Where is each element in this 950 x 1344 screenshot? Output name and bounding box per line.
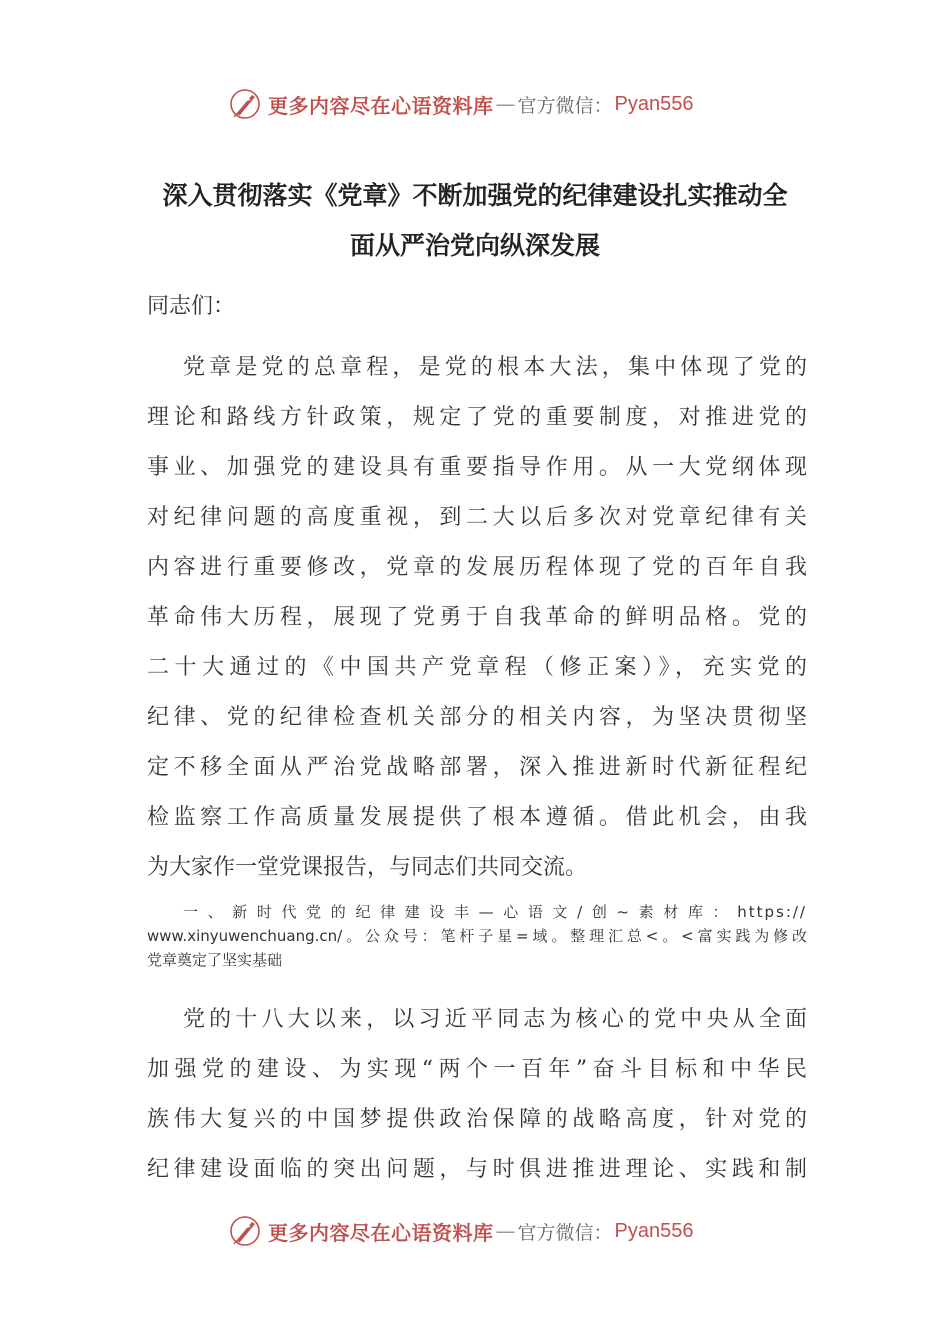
quill-pen-logo-icon [228, 1214, 262, 1248]
banner-dash: — [495, 92, 516, 116]
document-title-line-2: 面从严治党向纵深发展 [349, 231, 600, 260]
section-heading-line: www.xinyuwenchuang.cn/。公众号：笔杆子星=域。整理汇总<。<富实践为修改 [147, 927, 807, 945]
paragraph-line: 革命伟大历程，展现了党勇于自我革命的鲜明品格。党的 [147, 605, 807, 630]
section-heading-line: 一、新时代党的纪律建设丰—心语文/创~素材库：https:// [183, 903, 807, 921]
quill-pen-logo-icon [228, 87, 262, 121]
banner-wechat-label: 官方微信： [517, 1221, 613, 1244]
paragraph-line: 事业、加强党的建设具有重要指导作用。从一大党纲体现 [147, 455, 807, 480]
section-heading-line: 党章奠定了坚实基础 [147, 951, 283, 969]
paragraph-line: 党的十八大以来，以习近平同志为核心的党中央从全面 [183, 1007, 807, 1032]
footer-banner [228, 1213, 693, 1249]
paragraph-line: 理论和路线方针政策，规定了党的重要制度，对推进党的 [147, 405, 807, 430]
paragraph-line: 纪律、党的纪律检查机关部分的相关内容，为坚决贯彻坚 [147, 705, 807, 730]
paragraph-line: 为大家作一堂党课报告，与同志们共同交流。 [147, 855, 588, 880]
banner-dash: — [495, 1219, 516, 1243]
paragraph-line: 对纪律问题的高度重视，到二大以后多次对党章纪律有关 [147, 505, 807, 530]
paragraph-line: 加强党的建设、为实现“两个一百年”奋斗目标和中华民 [147, 1057, 807, 1082]
paragraph-2 [147, 995, 807, 1195]
banner-wechat-id: Pyan556 [614, 1219, 694, 1242]
paragraph-line: 定不移全面从严治党战略部署，深入推进新时代新征程纪 [147, 755, 807, 780]
banner-main-text: 更多内容尽在心语资料库 [268, 93, 494, 118]
greeting: 同志们： [147, 294, 236, 319]
paragraph-line: 检监察工作高质量发展提供了根本遵循。借此机会，由我 [147, 805, 807, 830]
document-title-line-1: 深入贯彻落实《党章》不断加强党的纪律建设扎实推动全 [162, 181, 788, 210]
section-heading [147, 900, 807, 972]
paragraph-1 [147, 343, 807, 893]
header-banner [228, 86, 693, 122]
banner-wechat-id: Pyan556 [614, 92, 694, 115]
banner-wechat-label: 官方微信： [517, 94, 613, 117]
banner-main-text: 更多内容尽在心语资料库 [268, 1220, 494, 1245]
paragraph-line: 内容进行重要修改，党章的发展历程体现了党的百年自我 [147, 555, 807, 580]
paragraph-line: 族伟大复兴的中国梦提供政治保障的战略高度，针对党的 [147, 1107, 807, 1132]
paragraph-line: 二十大通过的《中国共产党章程（修正案）》，充实党的 [147, 655, 807, 680]
paragraph-line: 党章是党的总章程，是党的根本大法，集中体现了党的 [183, 355, 807, 380]
paragraph-line: 纪律建设面临的突出问题，与时俱进推进理论、实践和制 [147, 1157, 807, 1182]
